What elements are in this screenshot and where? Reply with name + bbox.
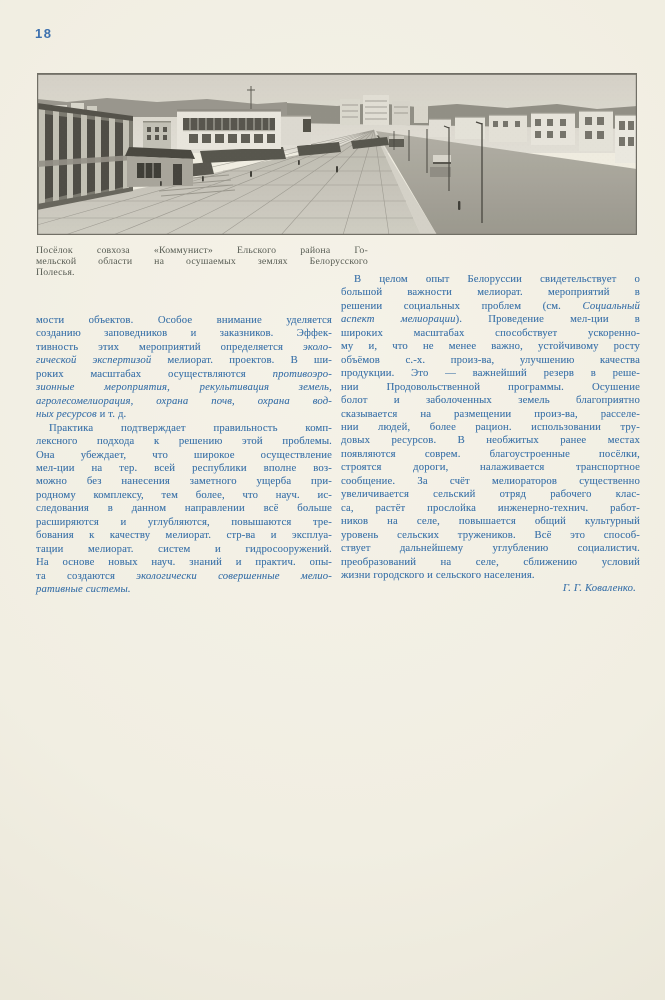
- article-left-column: [36, 314, 332, 597]
- text-line: сообщение. За счёт мелиораторов существенно: [341, 474, 640, 487]
- text-line: болот и заболоченных земель благоприятно: [341, 394, 640, 407]
- text-line: продукции. Это — важнейший резерв в реше-: [341, 367, 640, 380]
- text-line: ников на селе, повышается общий культурный: [341, 515, 640, 528]
- text-line: расширяются и углубляются, повышаются тре-: [36, 515, 332, 528]
- text-line: В целом опыт Белоруссии свидетельствует о: [354, 273, 640, 285]
- photo-caption: [36, 245, 368, 279]
- article-right-column: [341, 273, 640, 596]
- text-line: гической экспертизой мелиорат. проектов. В ши-: [36, 354, 332, 367]
- text-line: На основе новых науч. знаний и практич. опы-: [36, 556, 332, 569]
- text-line: нии Продовольственной программы. Осушение: [341, 380, 640, 393]
- text-line: бования к качеству мелиорат. стр-ва и эксплуа-: [36, 529, 332, 542]
- text-line: агролесомелиорация, охрана почв, охрана вод-: [36, 394, 332, 407]
- text-line: родному комплексу, тем более, что науч. ис-: [36, 488, 332, 501]
- text-line: широких масштабах способствует ускоренно-: [341, 326, 640, 339]
- text-line: уровень сельских тружеников. Всё это способ-: [341, 528, 640, 541]
- text-line: нии людей, более рацион. использовании тру-: [341, 420, 640, 433]
- settlement-photo: [37, 73, 637, 235]
- text-line: Она убеждает, что широкое осуществление: [36, 448, 332, 461]
- text-line: зионные мероприятия, рекультивация земель,: [36, 381, 332, 394]
- text-line: Полесья.: [36, 267, 75, 279]
- text-line: та создаются экологически совершенные мелио-: [36, 569, 332, 582]
- text-line: ративные системы.: [36, 583, 131, 596]
- text-line: большой важности мелиорат. мероприятий в: [341, 286, 640, 299]
- settlement-photo-illustration: [37, 73, 637, 235]
- text-line: мел-ции на тер. всей республики вполне воз-: [36, 461, 332, 474]
- text-line: ствует дальнейшему углублению социалистич.: [341, 542, 640, 555]
- text-line: строятся дороги, налаживается транспортное: [341, 461, 640, 474]
- text-line: са, растёт прослойка инженерно-технич. работ-: [341, 501, 640, 514]
- text-line: роких масштабах осуществляются противоэро-: [36, 367, 332, 380]
- text-line: аспект мелиорации). Проведение мел-ции в: [341, 313, 640, 326]
- text-line: можно без нанесения заметного ущерба при-: [36, 475, 332, 488]
- text-line: мельской области на осушаемых землях Белорусского: [36, 256, 368, 268]
- text-line: объёмов с.-х. произ-ва, улучшению качества: [341, 353, 640, 366]
- text-line: появляются соврем. благоустроенные посёлки,: [341, 447, 640, 460]
- text-line: тивность этих мероприятий определяется эколо-: [36, 340, 332, 353]
- text-line: тации мелиорат. систем и гидросооружений.: [36, 542, 332, 555]
- text-line: Посёлок совхоза «Коммунист» Ельского района Го-: [36, 245, 368, 256]
- text-line: созданию заповедников и заказников. Эффек-: [36, 327, 332, 340]
- text-line: сказывается на размещении произ-ва, расселе-: [341, 407, 640, 420]
- text-line: решении социальных проблем (см. Социальный: [341, 299, 640, 312]
- text-line: мости объектов. Особое внимание уделяется: [36, 314, 332, 326]
- text-line: Практика подтверждает правильность комп-: [49, 421, 332, 434]
- text-line: лексного подхода к решению этой проблемы.: [36, 435, 332, 448]
- text-line: ных ресурсов и т. д.: [36, 408, 127, 421]
- text-line: довых ресурсов. В необжитых ранее местах: [341, 434, 640, 447]
- text-line: му и, что не менее важно, устойчивому росту: [341, 340, 640, 353]
- text-line: увеличивается сельский отряд рабочего клас-: [341, 488, 640, 501]
- text-line: следования в данном направлении всё больше: [36, 502, 332, 515]
- author-signature: Г. Г. Коваленко.: [562, 582, 636, 595]
- page-number: 18: [35, 26, 53, 41]
- text-line: жизни городского и сельского населения.: [341, 568, 535, 581]
- text-line: преобразований на селе, сближению условий: [341, 555, 640, 568]
